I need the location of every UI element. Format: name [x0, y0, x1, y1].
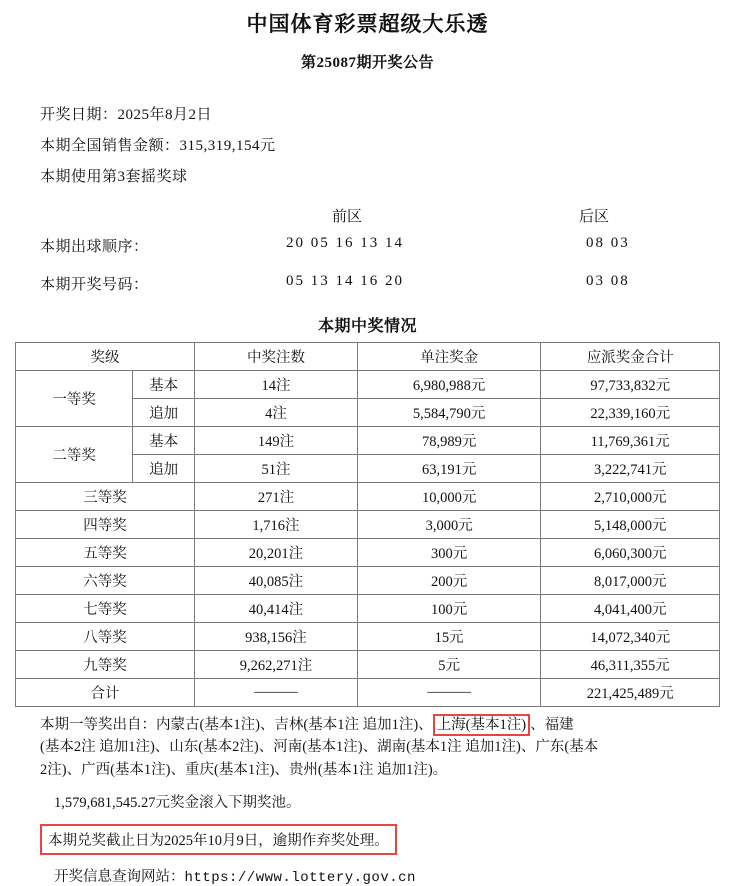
page-subtitle: 第25087期开奖公告 [300, 55, 434, 71]
grade-cell: 八等奖 [16, 623, 195, 651]
table-header-row [16, 343, 720, 371]
grade-cell: 六等奖 [16, 567, 195, 595]
count-cell: 40,085注 [195, 567, 358, 595]
grade-sub-cell: 追加 [133, 455, 195, 483]
count-cell: 9,262,271注 [195, 651, 358, 679]
front-zone-label: 前区 [332, 209, 363, 225]
notes-text-a: 本期一等奖出自：内蒙古(基本1注)、吉林(基本1注 追加1注)、 [40, 717, 433, 733]
single-prize-cell: 5元 [357, 651, 541, 679]
single-prize-cell: 78,989元 [357, 427, 541, 455]
winning-numbers-row [14, 273, 721, 303]
info-block [14, 98, 721, 191]
total-prize-cell: 6,060,300元 [541, 539, 720, 567]
total-prize-cell: 11,769,361元 [541, 427, 720, 455]
deadline-wrapper [14, 824, 721, 855]
total-prize-cell: 97,733,832元 [541, 371, 720, 399]
single-prize-cell: 15元 [357, 623, 541, 651]
notes-text-b: 、福建 [530, 717, 574, 733]
single-prize-cell: 3,000元 [357, 511, 541, 539]
lottery-website-url[interactable]: https://www.lottery.gov.cn [184, 870, 416, 886]
table-row [16, 539, 720, 567]
single-prize-cell: 10,000元 [357, 483, 541, 511]
count-cell: 4注 [195, 399, 358, 427]
header-grade: 奖级 [16, 343, 195, 371]
table-row [16, 595, 720, 623]
winning-back-numbers: 03 08 [586, 273, 630, 289]
table-row [16, 483, 720, 511]
total-prize-cell: 4,041,400元 [541, 595, 720, 623]
sales-amount-line: 本期全国销售金额：315,319,154元 [40, 138, 276, 154]
draw-order-label: 本期出球顺序： [40, 239, 149, 255]
zone-headers [14, 205, 721, 227]
highlighted-shanghai: 上海(基本1注) [433, 714, 530, 736]
grade-sub-cell: 基本 [133, 371, 195, 399]
single-prize-cell: 200元 [357, 567, 541, 595]
draw-order-front-numbers: 20 05 16 13 14 [286, 235, 404, 251]
table-row [16, 511, 720, 539]
grade-cell: 五等奖 [16, 539, 195, 567]
header-count: 中奖注数 [195, 343, 358, 371]
winning-front-numbers: 05 13 14 16 20 [286, 273, 404, 289]
count-cell: 1,716注 [195, 511, 358, 539]
single-prize-cell: 5,584,790元 [357, 399, 541, 427]
prize-table-caption: 本期中奖情况 [317, 318, 417, 335]
table-row [16, 567, 720, 595]
table-row [16, 623, 720, 651]
count-cell: 271注 [195, 483, 358, 511]
count-cell: 149注 [195, 427, 358, 455]
ball-set-line: 本期使用第3套摇奖球 [40, 169, 188, 185]
grade-sub-cell: 基本 [133, 427, 195, 455]
header-single: 单注奖金 [357, 343, 541, 371]
grade-sub-cell: 追加 [133, 399, 195, 427]
count-cell: 14注 [195, 371, 358, 399]
winning-numbers-label: 本期开奖号码： [40, 277, 149, 293]
footer-line [14, 865, 721, 886]
single-prize-cell: 63,191元 [357, 455, 541, 483]
draw-date-line: 开奖日期：2025年8月2日 [40, 107, 213, 123]
total-prize-cell: 14,072,340元 [541, 623, 720, 651]
grade-cell: 合计 [16, 679, 195, 707]
total-prize-cell: 3,222,741元 [541, 455, 720, 483]
header-total: 应派奖金合计 [541, 343, 720, 371]
count-cell: ——— [195, 679, 358, 707]
footer-label: 开奖信息查询网站： [54, 869, 185, 886]
page-title: 中国体育彩票超级大乐透 [246, 12, 489, 36]
total-prize-cell: 5,148,000元 [541, 511, 720, 539]
grade-cell: 二等奖 [16, 427, 133, 483]
grade-cell: 一等奖 [16, 371, 133, 427]
rollover-line: 1,579,681,545.27元奖金滚入下期奖池。 [54, 795, 301, 812]
single-prize-cell: 300元 [357, 539, 541, 567]
notes-line-3: 2注)、广西(基本1注)、重庆(基本1注)、贵州(基本1注 追加1注)。 [40, 761, 448, 778]
total-prize-cell: 22,339,160元 [541, 399, 720, 427]
grade-cell: 三等奖 [16, 483, 195, 511]
table-row [16, 371, 720, 399]
single-prize-cell: 6,980,988元 [357, 371, 541, 399]
notes-line-2: (基本2注 追加1注)、山东(基本2注)、河南(基本1注)、湖南(基本1注 追加1注)、广东(基本 [40, 739, 599, 756]
back-zone-label: 后区 [579, 209, 610, 225]
count-cell: 20,201注 [195, 539, 358, 567]
claim-deadline-notice: 本期兑奖截止日为2025年10月9日，逾期作弃奖处理。 [40, 824, 397, 855]
draw-order-back-numbers: 08 03 [586, 235, 630, 251]
count-cell: 938,156注 [195, 623, 358, 651]
total-prize-cell: 2,710,000元 [541, 483, 720, 511]
single-prize-cell: 100元 [357, 595, 541, 623]
grade-cell: 七等奖 [16, 595, 195, 623]
table-row [16, 427, 720, 455]
total-prize-cell: 8,017,000元 [541, 567, 720, 595]
total-prize-cell: 46,311,355元 [541, 651, 720, 679]
table-row [16, 651, 720, 679]
table-total-row [16, 679, 720, 707]
count-cell: 51注 [195, 455, 358, 483]
grade-cell: 四等奖 [16, 511, 195, 539]
notes-line-1 [40, 714, 715, 736]
count-cell: 40,414注 [195, 595, 358, 623]
first-prize-origin-notes [14, 714, 721, 781]
grade-cell: 九等奖 [16, 651, 195, 679]
draw-order-row [14, 235, 721, 265]
prize-table [15, 342, 720, 707]
total-prize-cell: 221,425,489元 [541, 679, 720, 707]
single-prize-cell: ——— [357, 679, 541, 707]
